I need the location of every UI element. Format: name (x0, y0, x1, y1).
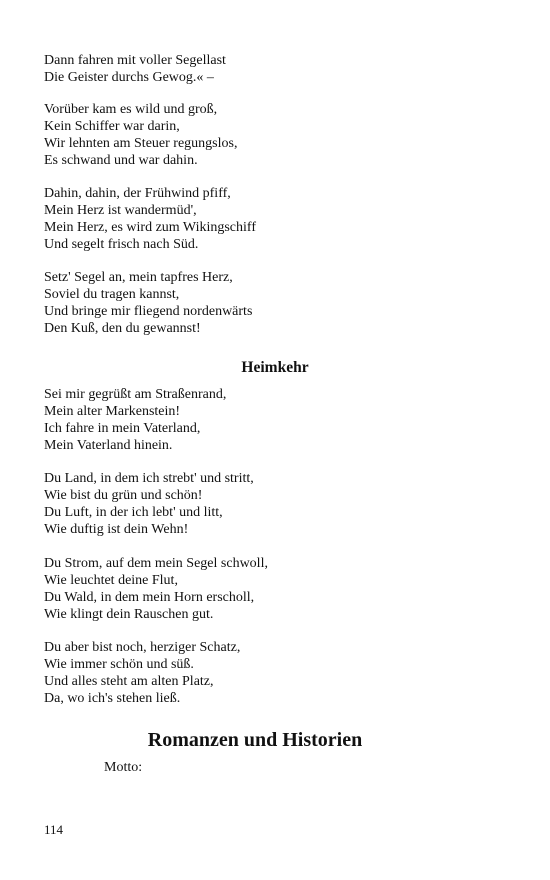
stanza (44, 101, 504, 169)
section-title: Romanzen und Historien (147, 729, 363, 751)
stanza (44, 470, 504, 538)
verse-line: Setz' Segel an, mein tapfres Herz, (44, 270, 233, 285)
stanza (44, 269, 504, 337)
verse-line: Du Luft, in der ich lebt' und litt, (44, 505, 223, 520)
verse-line: Die Geister durchs Gewog.« – (44, 70, 214, 85)
verse-line: Den Kuß, den du gewannst! (44, 321, 201, 336)
verse-line: Dahin, dahin, der Frühwind pfiff, (44, 186, 231, 201)
verse-line: Wie duftig ist dein Wehn! (44, 522, 189, 537)
poem-title: Heimkehr (241, 359, 309, 376)
verse-line: Du Strom, auf dem mein Segel schwoll, (44, 556, 268, 571)
verse-line: Du Land, in dem ich strebt' und stritt, (44, 471, 254, 486)
stanza (44, 386, 504, 454)
verse-line: Soviel du tragen kannst, (44, 287, 180, 302)
verse-line: Mein alter Markenstein! (44, 404, 181, 419)
verse-line: Und segelt frisch nach Süd. (44, 237, 199, 252)
verse-line: Dann fahren mit voller Segellast (44, 53, 226, 68)
verse-line: Wie klingt dein Rauschen gut. (44, 607, 214, 622)
verse-line: Du aber bist noch, herziger Schatz, (44, 640, 241, 655)
verse-line: Wir lehnten am Steuer regungslos, (44, 136, 238, 151)
verse-line: Vorüber kam es wild und groß, (44, 102, 218, 117)
verse-line: Mein Herz ist wandermüd', (44, 203, 197, 218)
stanza (44, 185, 504, 253)
stanza (44, 555, 504, 623)
verse-line: Kein Schiffer war darin, (44, 119, 180, 134)
verse-line: Ich fahre in mein Vaterland, (44, 421, 201, 436)
page-number: 114 (44, 822, 64, 837)
verse-line: Und alles steht am alten Platz, (44, 674, 214, 689)
verse-line: Du Wald, in dem mein Horn erscholl, (44, 590, 255, 605)
verse-line: Mein Vaterland hinein. (44, 438, 173, 453)
verse-line: Mein Herz, es wird zum Wikingschiff (44, 220, 256, 235)
verse-line: Wie bist du grün und schön! (44, 488, 203, 503)
verse-line: Wie leuchtet deine Flut, (44, 573, 178, 588)
verse-line: Und bringe mir fliegend nordenwärts (44, 304, 253, 319)
verse-line: Da, wo ich's stehen ließ. (44, 691, 181, 706)
stanza (44, 52, 504, 86)
stanza (44, 639, 504, 707)
verse-line: Sei mir gegrüßt am Straßenrand, (44, 387, 227, 402)
motto-label: Motto: (104, 760, 143, 775)
verse-line: Es schwand und war dahin. (44, 153, 198, 168)
verse-line: Wie immer schön und süß. (44, 657, 194, 672)
